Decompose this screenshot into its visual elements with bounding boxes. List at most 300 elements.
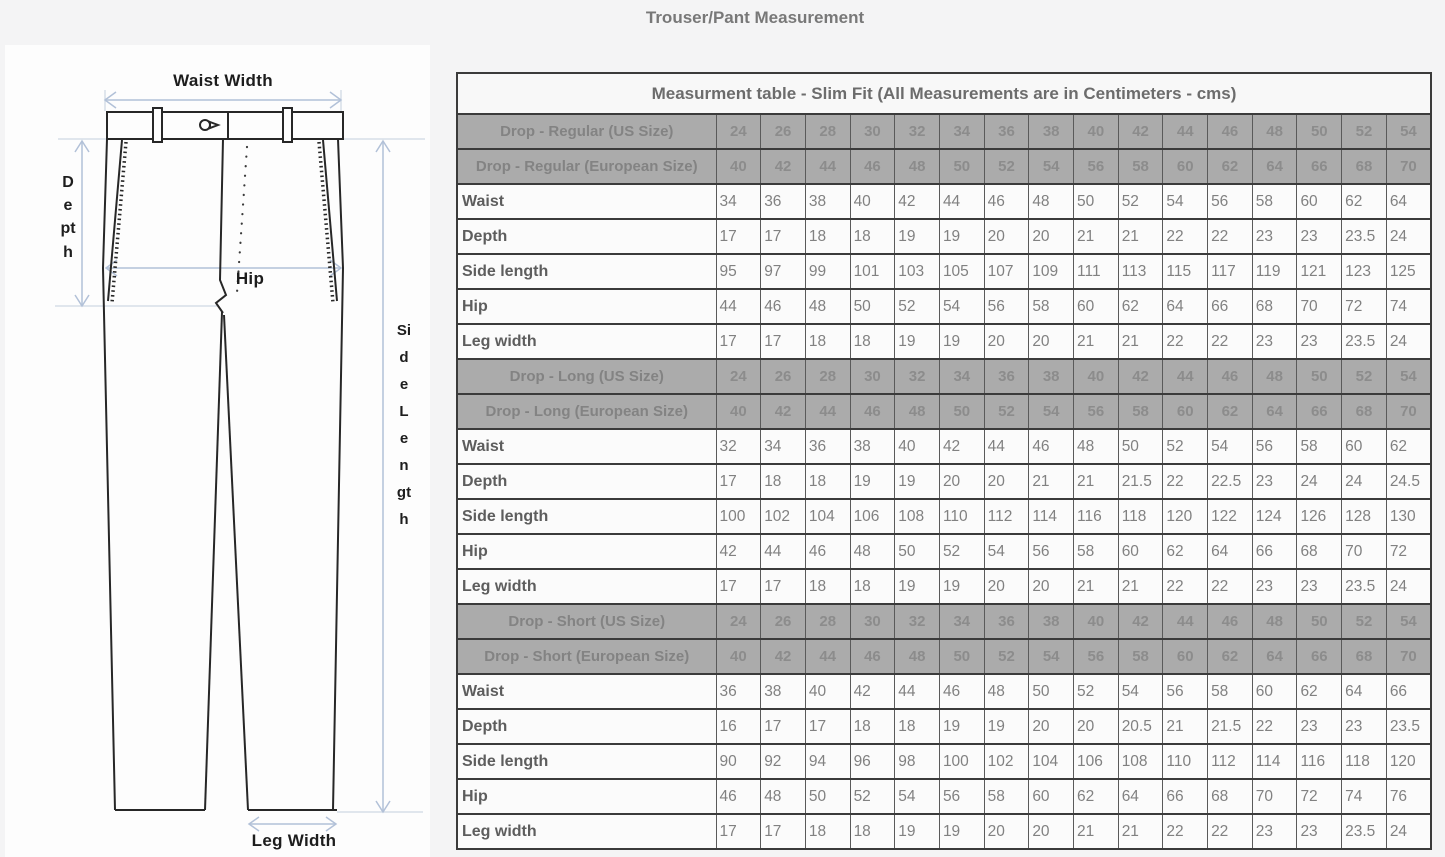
belt-button (200, 120, 210, 130)
size-cell: 30 (850, 359, 895, 394)
measurement-value: 60 (1029, 779, 1074, 814)
measurement-value: 116 (1297, 744, 1342, 779)
measurement-value: 22 (1208, 569, 1253, 604)
measurement-value: 50 (895, 534, 940, 569)
measurement-value: 56 (1029, 534, 1074, 569)
measurement-value: 66 (1252, 534, 1297, 569)
measurement-value: 22 (1208, 219, 1253, 254)
measurement-row-label: Depth (457, 709, 716, 744)
measurement-value: 23.5 (1386, 709, 1431, 744)
section-us-header-label: Drop - Long (US Size) (457, 359, 716, 394)
size-cell: 44 (805, 149, 850, 184)
measurement-value: 56 (1208, 184, 1253, 219)
size-cell: 44 (1163, 359, 1208, 394)
section-eu-header-row (457, 394, 1431, 429)
measurement-value: 102 (984, 744, 1029, 779)
measurement-value: 22 (1208, 814, 1253, 849)
measurement-value: 120 (1386, 744, 1431, 779)
measurement-value: 24 (1342, 464, 1387, 499)
measurement-value: 18 (805, 814, 850, 849)
measurement-value: 100 (939, 744, 984, 779)
measurement-value: 52 (1118, 184, 1163, 219)
section-eu-header-row (457, 639, 1431, 674)
size-cell: 60 (1163, 149, 1208, 184)
size-cell: 50 (1297, 359, 1342, 394)
size-cell: 62 (1208, 639, 1253, 674)
size-cell: 54 (1386, 604, 1431, 639)
measurement-value: 20 (984, 464, 1029, 499)
size-cell: 28 (805, 359, 850, 394)
measurement-value: 24.5 (1386, 464, 1431, 499)
measurement-value: 20 (939, 464, 984, 499)
measurement-value: 72 (1386, 534, 1431, 569)
measurement-value: 46 (939, 674, 984, 709)
size-cell: 60 (1163, 639, 1208, 674)
measurement-value: 46 (984, 184, 1029, 219)
measurement-value: 19 (895, 464, 940, 499)
size-cell: 40 (1074, 604, 1119, 639)
measurement-value: 58 (984, 779, 1029, 814)
measurement-table (456, 72, 1432, 850)
size-cell: 46 (850, 149, 895, 184)
size-cell: 42 (761, 149, 806, 184)
section-eu-header-label: Drop - Regular (European Size) (457, 149, 716, 184)
measurement-value: 38 (761, 674, 806, 709)
measurement-value: 20 (1029, 814, 1074, 849)
measurement-row (457, 324, 1431, 359)
measurement-value: 108 (895, 499, 940, 534)
section-us-header-row (457, 359, 1431, 394)
measurement-value: 56 (1163, 674, 1208, 709)
measurement-value: 72 (1342, 289, 1387, 324)
measurement-value: 70 (1342, 534, 1387, 569)
measurement-value: 54 (939, 289, 984, 324)
measurement-value: 52 (895, 289, 940, 324)
measurement-value: 54 (984, 534, 1029, 569)
measurement-value: 21 (1074, 814, 1119, 849)
size-cell: 66 (1297, 639, 1342, 674)
measurement-value: 21 (1074, 219, 1119, 254)
measurement-value: 32 (716, 429, 761, 464)
size-cell: 48 (1252, 359, 1297, 394)
size-cell: 42 (761, 639, 806, 674)
measurement-value: 116 (1074, 499, 1119, 534)
size-cell: 54 (1386, 114, 1431, 149)
measurement-value: 95 (716, 254, 761, 289)
measurement-value: 19 (895, 569, 940, 604)
measurement-value: 48 (1029, 184, 1074, 219)
measurement-value: 118 (1118, 499, 1163, 534)
table-title-row (457, 73, 1431, 114)
measurement-value: 64 (1342, 674, 1387, 709)
measurement-value: 23 (1297, 569, 1342, 604)
measurement-row (457, 219, 1431, 254)
size-cell: 38 (1029, 359, 1074, 394)
size-cell: 54 (1386, 359, 1431, 394)
size-cell: 40 (716, 639, 761, 674)
measurement-value: 99 (805, 254, 850, 289)
measurement-value: 19 (895, 324, 940, 359)
size-cell: 64 (1252, 149, 1297, 184)
size-table-body (457, 114, 1431, 849)
measurement-value: 128 (1342, 499, 1387, 534)
measurement-row-label: Hip (457, 779, 716, 814)
measurement-value: 19 (850, 464, 895, 499)
measurement-value: 103 (895, 254, 940, 289)
measurement-value: 17 (761, 814, 806, 849)
measurement-value: 23 (1252, 324, 1297, 359)
measurement-value: 48 (1074, 429, 1119, 464)
measurement-value: 18 (805, 464, 850, 499)
measurement-value: 17 (716, 814, 761, 849)
measurement-value: 110 (1163, 744, 1208, 779)
size-cell: 38 (1029, 604, 1074, 639)
measurement-value: 62 (1074, 779, 1119, 814)
measurement-value: 56 (984, 289, 1029, 324)
label-depth: Depth (60, 174, 76, 261)
section-eu-header-row (457, 149, 1431, 184)
measurement-value: 64 (1208, 534, 1253, 569)
size-cell: 64 (1252, 394, 1297, 429)
size-cell: 28 (805, 114, 850, 149)
measurement-value: 22 (1163, 814, 1208, 849)
measurement-value: 121 (1297, 254, 1342, 289)
measurement-value: 22 (1163, 569, 1208, 604)
measurement-value: 17 (761, 569, 806, 604)
measurement-row-label: Depth (457, 219, 716, 254)
measurement-value: 23.5 (1342, 219, 1387, 254)
measurement-value: 38 (805, 184, 850, 219)
measurement-table-wrap (456, 72, 1432, 850)
measurement-value: 68 (1297, 534, 1342, 569)
measurement-value: 70 (1252, 779, 1297, 814)
measurement-value: 20 (984, 569, 1029, 604)
measurement-value: 50 (850, 289, 895, 324)
measurement-value: 17 (761, 709, 806, 744)
measurement-value: 54 (1118, 674, 1163, 709)
measurement-value: 70 (1297, 289, 1342, 324)
measurement-value: 68 (1208, 779, 1253, 814)
measurement-value: 109 (1029, 254, 1074, 289)
size-cell: 32 (895, 359, 940, 394)
measurement-value: 96 (850, 744, 895, 779)
size-cell: 60 (1163, 394, 1208, 429)
size-cell: 34 (939, 359, 984, 394)
size-cell: 40 (1074, 359, 1119, 394)
reference-lines (55, 90, 425, 812)
measurement-row (457, 534, 1431, 569)
measurement-value: 62 (1163, 534, 1208, 569)
measurement-value: 124 (1252, 499, 1297, 534)
measurement-row (457, 744, 1431, 779)
size-cell: 40 (1074, 114, 1119, 149)
measurement-row-label: Waist (457, 184, 716, 219)
measurement-row (457, 709, 1431, 744)
measurement-value: 24 (1386, 219, 1431, 254)
measurement-value: 46 (716, 779, 761, 814)
measurement-value: 114 (1029, 499, 1074, 534)
label-hip: Hip (235, 269, 265, 288)
size-cell: 70 (1386, 639, 1431, 674)
size-cell: 46 (850, 394, 895, 429)
measurement-row (457, 289, 1431, 324)
section-us-header-label: Drop - Short (US Size) (457, 604, 716, 639)
measurement-value: 100 (716, 499, 761, 534)
measurement-value: 23 (1297, 219, 1342, 254)
measurement-value: 23 (1297, 709, 1342, 744)
size-cell: 42 (1118, 114, 1163, 149)
section-us-header-row (457, 604, 1431, 639)
measurement-value: 48 (761, 779, 806, 814)
measurement-value: 22 (1163, 219, 1208, 254)
size-cell: 54 (1029, 394, 1074, 429)
size-cell: 58 (1118, 149, 1163, 184)
measurement-value: 94 (805, 744, 850, 779)
measurement-row-label: Side length (457, 744, 716, 779)
measurement-value: 46 (805, 534, 850, 569)
measurement-value: 42 (939, 429, 984, 464)
measurement-value: 22 (1163, 464, 1208, 499)
measurement-value: 56 (1252, 429, 1297, 464)
measurement-value: 19 (895, 814, 940, 849)
measurement-value: 20 (1074, 709, 1119, 744)
measurement-value: 107 (984, 254, 1029, 289)
measurement-value: 36 (761, 184, 806, 219)
measurement-value: 23 (1252, 569, 1297, 604)
measurement-value: 21 (1118, 219, 1163, 254)
size-cell: 32 (895, 604, 940, 639)
measurement-value: 92 (761, 744, 806, 779)
measurement-value: 60 (1074, 289, 1119, 324)
measurement-value: 50 (1074, 184, 1119, 219)
measurement-value: 74 (1342, 779, 1387, 814)
measurement-row-label: Leg width (457, 814, 716, 849)
size-cell: 32 (895, 114, 940, 149)
measurement-value: 20 (1029, 219, 1074, 254)
measurement-value: 58 (1208, 674, 1253, 709)
measurement-row (457, 429, 1431, 464)
measurement-value: 23 (1297, 324, 1342, 359)
measurement-value: 18 (850, 219, 895, 254)
measurement-value: 23 (1252, 219, 1297, 254)
measurement-value: 17 (716, 219, 761, 254)
measurement-value: 66 (1386, 674, 1431, 709)
measurement-value: 50 (1029, 674, 1074, 709)
measurement-value: 130 (1386, 499, 1431, 534)
measurement-row (457, 464, 1431, 499)
size-cell: 68 (1342, 149, 1387, 184)
measurement-value: 105 (939, 254, 984, 289)
page-title: Trouser/Pant Measurement (645, 8, 865, 27)
label-leg-width: Leg Width (251, 831, 337, 850)
measurement-value: 40 (805, 674, 850, 709)
size-cell: 52 (1342, 114, 1387, 149)
size-cell: 56 (1074, 639, 1119, 674)
size-cell: 26 (761, 359, 806, 394)
size-cell: 50 (1297, 604, 1342, 639)
size-cell: 36 (984, 359, 1029, 394)
measurement-value: 126 (1297, 499, 1342, 534)
size-cell: 46 (1208, 114, 1253, 149)
measurement-row (457, 569, 1431, 604)
measurement-value: 60 (1252, 674, 1297, 709)
measurement-value: 18 (805, 324, 850, 359)
size-cell: 24 (716, 604, 761, 639)
measurement-value: 72 (1297, 779, 1342, 814)
measurement-value: 17 (716, 464, 761, 499)
measurement-value: 44 (761, 534, 806, 569)
measurement-value: 123 (1342, 254, 1387, 289)
measurement-value: 62 (1297, 674, 1342, 709)
measurement-value: 102 (761, 499, 806, 534)
measurement-value: 23.5 (1342, 324, 1387, 359)
size-cell: 26 (761, 604, 806, 639)
size-cell: 48 (895, 394, 940, 429)
measurement-value: 120 (1163, 499, 1208, 534)
measurement-row-label: Waist (457, 674, 716, 709)
size-cell: 38 (1029, 114, 1074, 149)
size-cell: 48 (895, 149, 940, 184)
measurement-value: 62 (1118, 289, 1163, 324)
size-cell: 46 (1208, 359, 1253, 394)
measurement-row-label: Hip (457, 289, 716, 324)
measurement-value: 50 (1118, 429, 1163, 464)
measurement-value: 74 (1386, 289, 1431, 324)
measurement-value: 76 (1386, 779, 1431, 814)
measurement-value: 22 (1163, 324, 1208, 359)
measurement-value: 113 (1118, 254, 1163, 289)
measurement-value: 18 (850, 569, 895, 604)
measurement-row-label: Side length (457, 499, 716, 534)
measurement-value: 52 (939, 534, 984, 569)
measurement-value: 46 (761, 289, 806, 324)
measurement-value: 54 (895, 779, 940, 814)
measurement-value: 122 (1208, 499, 1253, 534)
measurement-row (457, 254, 1431, 289)
measurement-value: 119 (1252, 254, 1297, 289)
measurement-value: 66 (1163, 779, 1208, 814)
measurement-value: 19 (939, 814, 984, 849)
measurement-value: 110 (939, 499, 984, 534)
size-cell: 44 (805, 394, 850, 429)
measurement-value: 17 (716, 569, 761, 604)
measurement-value: 17 (716, 324, 761, 359)
size-cell: 70 (1386, 394, 1431, 429)
measurement-value: 52 (1074, 674, 1119, 709)
measurement-value: 112 (1208, 744, 1253, 779)
size-cell: 52 (984, 394, 1029, 429)
measurement-value: 18 (895, 709, 940, 744)
measurement-value: 17 (805, 709, 850, 744)
measurement-value: 52 (850, 779, 895, 814)
measurement-value: 56 (939, 779, 984, 814)
measurement-value: 50 (805, 779, 850, 814)
size-cell: 66 (1297, 394, 1342, 429)
size-cell: 52 (1342, 359, 1387, 394)
measurement-value: 101 (850, 254, 895, 289)
measurement-value: 58 (1074, 534, 1119, 569)
size-cell: 62 (1208, 149, 1253, 184)
measurement-value: 58 (1029, 289, 1074, 324)
measurement-value: 64 (1118, 779, 1163, 814)
size-cell: 58 (1118, 394, 1163, 429)
trouser-outline (103, 108, 343, 810)
measurement-value: 22 (1252, 709, 1297, 744)
measurement-value: 23 (1342, 709, 1387, 744)
size-cell: 34 (939, 114, 984, 149)
size-cell: 30 (850, 114, 895, 149)
size-cell: 44 (805, 639, 850, 674)
measurement-value: 64 (1163, 289, 1208, 324)
size-cell: 46 (1208, 604, 1253, 639)
size-cell: 34 (939, 604, 984, 639)
measurement-value: 24 (1297, 464, 1342, 499)
measurement-value: 21.5 (1208, 709, 1253, 744)
size-cell: 24 (716, 114, 761, 149)
measurement-value: 106 (850, 499, 895, 534)
size-cell: 62 (1208, 394, 1253, 429)
measurement-value: 118 (1342, 744, 1387, 779)
measurement-value: 108 (1118, 744, 1163, 779)
measurement-value: 20 (1029, 709, 1074, 744)
measurement-row (457, 184, 1431, 219)
size-cell: 50 (939, 639, 984, 674)
size-cell: 64 (1252, 639, 1297, 674)
label-side-length: Side Length (396, 322, 413, 528)
size-cell: 70 (1386, 149, 1431, 184)
measurement-value: 19 (939, 324, 984, 359)
measurement-value: 111 (1074, 254, 1119, 289)
measurement-value: 62 (1342, 184, 1387, 219)
measurement-value: 62 (1386, 429, 1431, 464)
size-cell: 42 (1118, 604, 1163, 639)
measurement-value: 22 (1208, 324, 1253, 359)
measurement-value: 34 (716, 184, 761, 219)
measurement-value: 23 (1252, 464, 1297, 499)
measurement-value: 54 (1163, 184, 1208, 219)
measurement-row (457, 499, 1431, 534)
measurement-value: 106 (1074, 744, 1119, 779)
section-eu-header-label: Drop - Short (European Size) (457, 639, 716, 674)
measurement-value: 19 (984, 709, 1029, 744)
measurement-value: 60 (1118, 534, 1163, 569)
measurement-value: 54 (1208, 429, 1253, 464)
size-cell: 48 (1252, 604, 1297, 639)
size-cell: 54 (1029, 639, 1074, 674)
size-cell: 26 (761, 114, 806, 149)
measurement-value: 20.5 (1118, 709, 1163, 744)
size-cell: 68 (1342, 394, 1387, 429)
measurement-value: 20 (984, 814, 1029, 849)
measurement-value: 18 (805, 219, 850, 254)
measurement-value: 38 (850, 429, 895, 464)
measurement-value: 58 (1252, 184, 1297, 219)
size-cell: 58 (1118, 639, 1163, 674)
measurement-value: 18 (761, 464, 806, 499)
measurement-row-label: Leg width (457, 569, 716, 604)
measurement-value: 48 (805, 289, 850, 324)
size-cell: 44 (1163, 114, 1208, 149)
measurement-value: 18 (850, 324, 895, 359)
measurement-row-label: Waist (457, 429, 716, 464)
measurement-value: 40 (850, 184, 895, 219)
size-cell: 40 (716, 149, 761, 184)
section-eu-header-label: Drop - Long (European Size) (457, 394, 716, 429)
measurement-value: 68 (1252, 289, 1297, 324)
measurement-value: 46 (1029, 429, 1074, 464)
measurement-row (457, 779, 1431, 814)
size-cell: 50 (939, 149, 984, 184)
